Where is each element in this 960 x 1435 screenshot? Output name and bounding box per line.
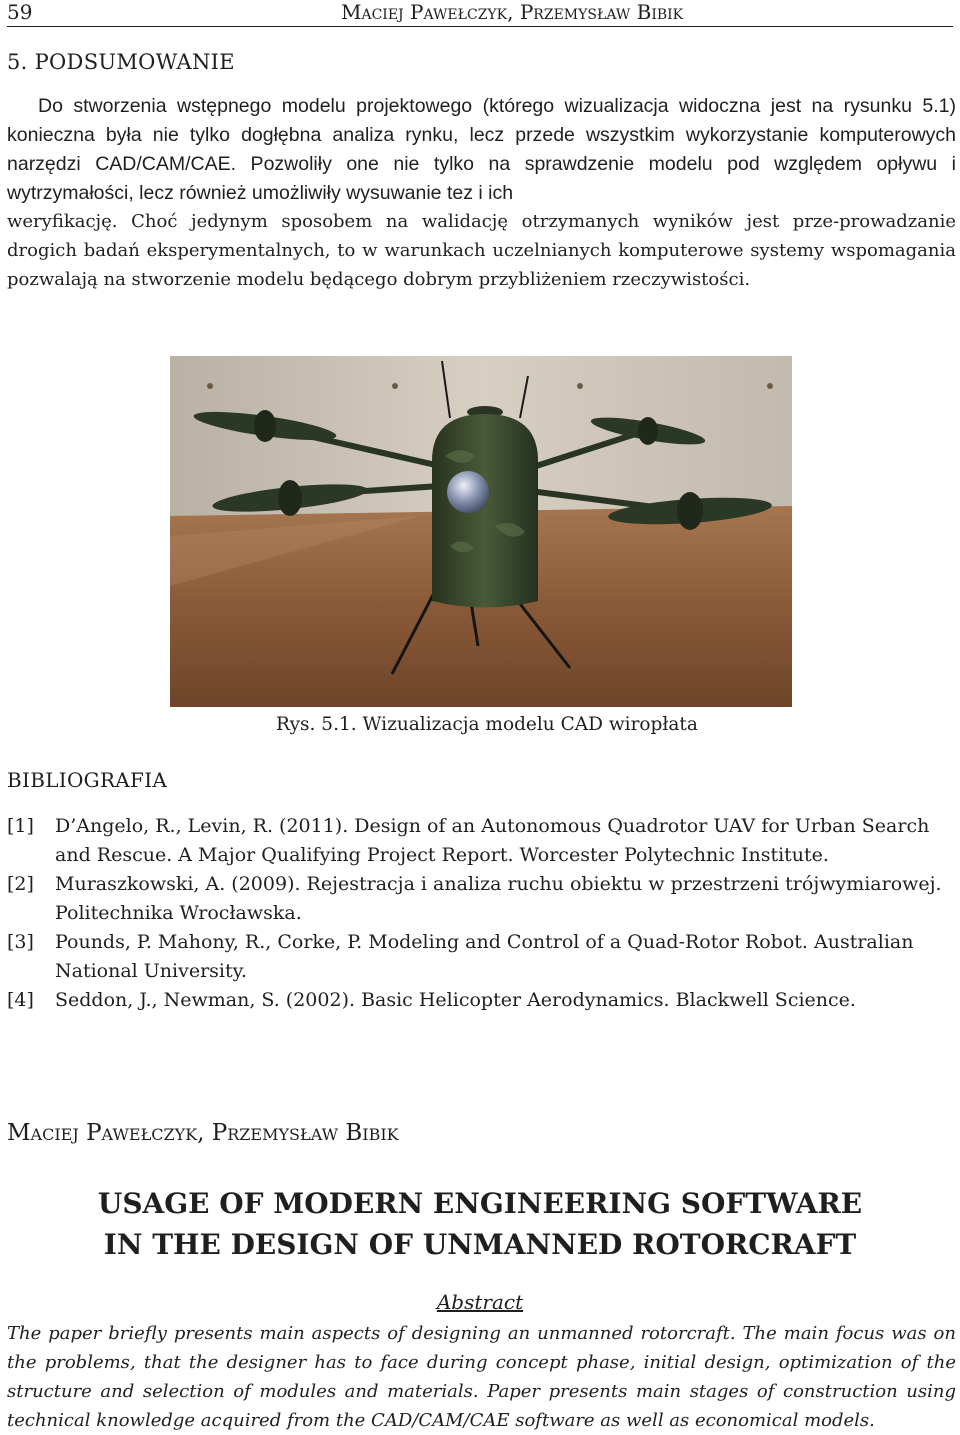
english-authors: Maciej Pawełczyk, Przemysław Bibik (7, 1120, 399, 1146)
section-title: 5. PODSUMOWANIE (7, 50, 235, 74)
reference-text: Seddon, J., Newman, S. (2002). Basic Helicopter Aerodynamics. Blackwell Science. (55, 989, 856, 1011)
abstract-text: The paper briefly presents main aspects of designing an unmanned rotorcraft. The main focus was on the problems, that the designer has to face during concept phase, initial design, optimization of the structure and selection of modules and materials. Paper presents main stages of construction using technical knowledge acquired from the CAD/CAM/CAE software as well as economical models. (7, 1323, 956, 1431)
rotorcraft-render-figure (170, 356, 792, 707)
running-head: Maciej Pawełczyk, Przemysław Bibik (341, 0, 684, 24)
page-number: 59 (7, 0, 33, 24)
reference-text: D’Angelo, R., Levin, R. (2011). Design of an Autonomous Quadrotor UAV for Urban Search and Rescue. A Major Qualifying Project Report. Worcester Polytechnic Institute. (55, 815, 930, 866)
abstract-heading: Abstract (436, 1290, 524, 1314)
body-paragraph-1-text: Do stworzenia wstępnego modelu projektowego (którego wizualizacja widoczna jest na rysunku 5.1) konieczna była nie tylko dogłębna analiza rynku, lecz przede wszystkim wykorzystanie komputerowych narzędzi CAD/CAM/CAE. Pozwoliły one nie tylko na sprawdzenie modelu pod względem opływu i wytrzymałości, lecz również umożliwiły wysuwanie tez i ich (7, 95, 956, 204)
fuselage (432, 414, 538, 608)
rotor-hub (677, 492, 703, 530)
reference-item (7, 928, 957, 986)
reference-text: Pounds, P. Mahony, R., Corke, P. Modeling and Control of a Quad-Rotor Robot. Australian National University. (55, 931, 914, 982)
reference-text: Muraszkowski, A. (2009). Rejestracja i analiza ruchu obiektu w przestrzeni trójwymiarowej. Politechnika Wrocławska. (55, 873, 942, 924)
wall-peg (577, 383, 583, 389)
reference-item (7, 812, 957, 870)
wall-peg (207, 383, 213, 389)
english-title-line-2: IN THE DESIGN OF UNMANNED ROTORCRAFT (103, 1228, 857, 1261)
english-title-line-1: USAGE OF MODERN ENGINEERING SOFTWARE (97, 1187, 863, 1220)
wall-peg (767, 383, 773, 389)
reference-number: [3] (7, 931, 34, 953)
reference-number: [2] (7, 873, 34, 895)
page-header (7, 0, 953, 27)
body-paragraph-2: weryfikację. Choć jedynym sposobem na walidację otrzymanych wyników jest prze-prowadzanie drogich badań eksperymentalnych, to w warunkach uczelnianych komputerowe systemy wspomagania pozwalają na stworzenie modelu będącego dobrym przybliżeniem rzeczywistości. (7, 211, 956, 290)
rotorcraft-render-image (170, 356, 792, 707)
rotor-hub (278, 480, 302, 516)
reference-number: [1] (7, 815, 34, 837)
reference-item (7, 870, 957, 928)
bibliography-title: BIBLIOGRAFIA (7, 768, 168, 792)
reference-number: [4] (7, 989, 34, 1011)
figure-caption: Rys. 5.1. Wizualizacja modelu CAD wiropłata (276, 714, 698, 735)
wall-peg (392, 383, 398, 389)
reference-item (7, 986, 957, 1015)
rotor-hub (254, 410, 276, 442)
rotor-hub (638, 417, 658, 445)
english-title (0, 1183, 960, 1265)
body-paragraph-1 (7, 92, 956, 208)
camera-lens (447, 471, 489, 513)
